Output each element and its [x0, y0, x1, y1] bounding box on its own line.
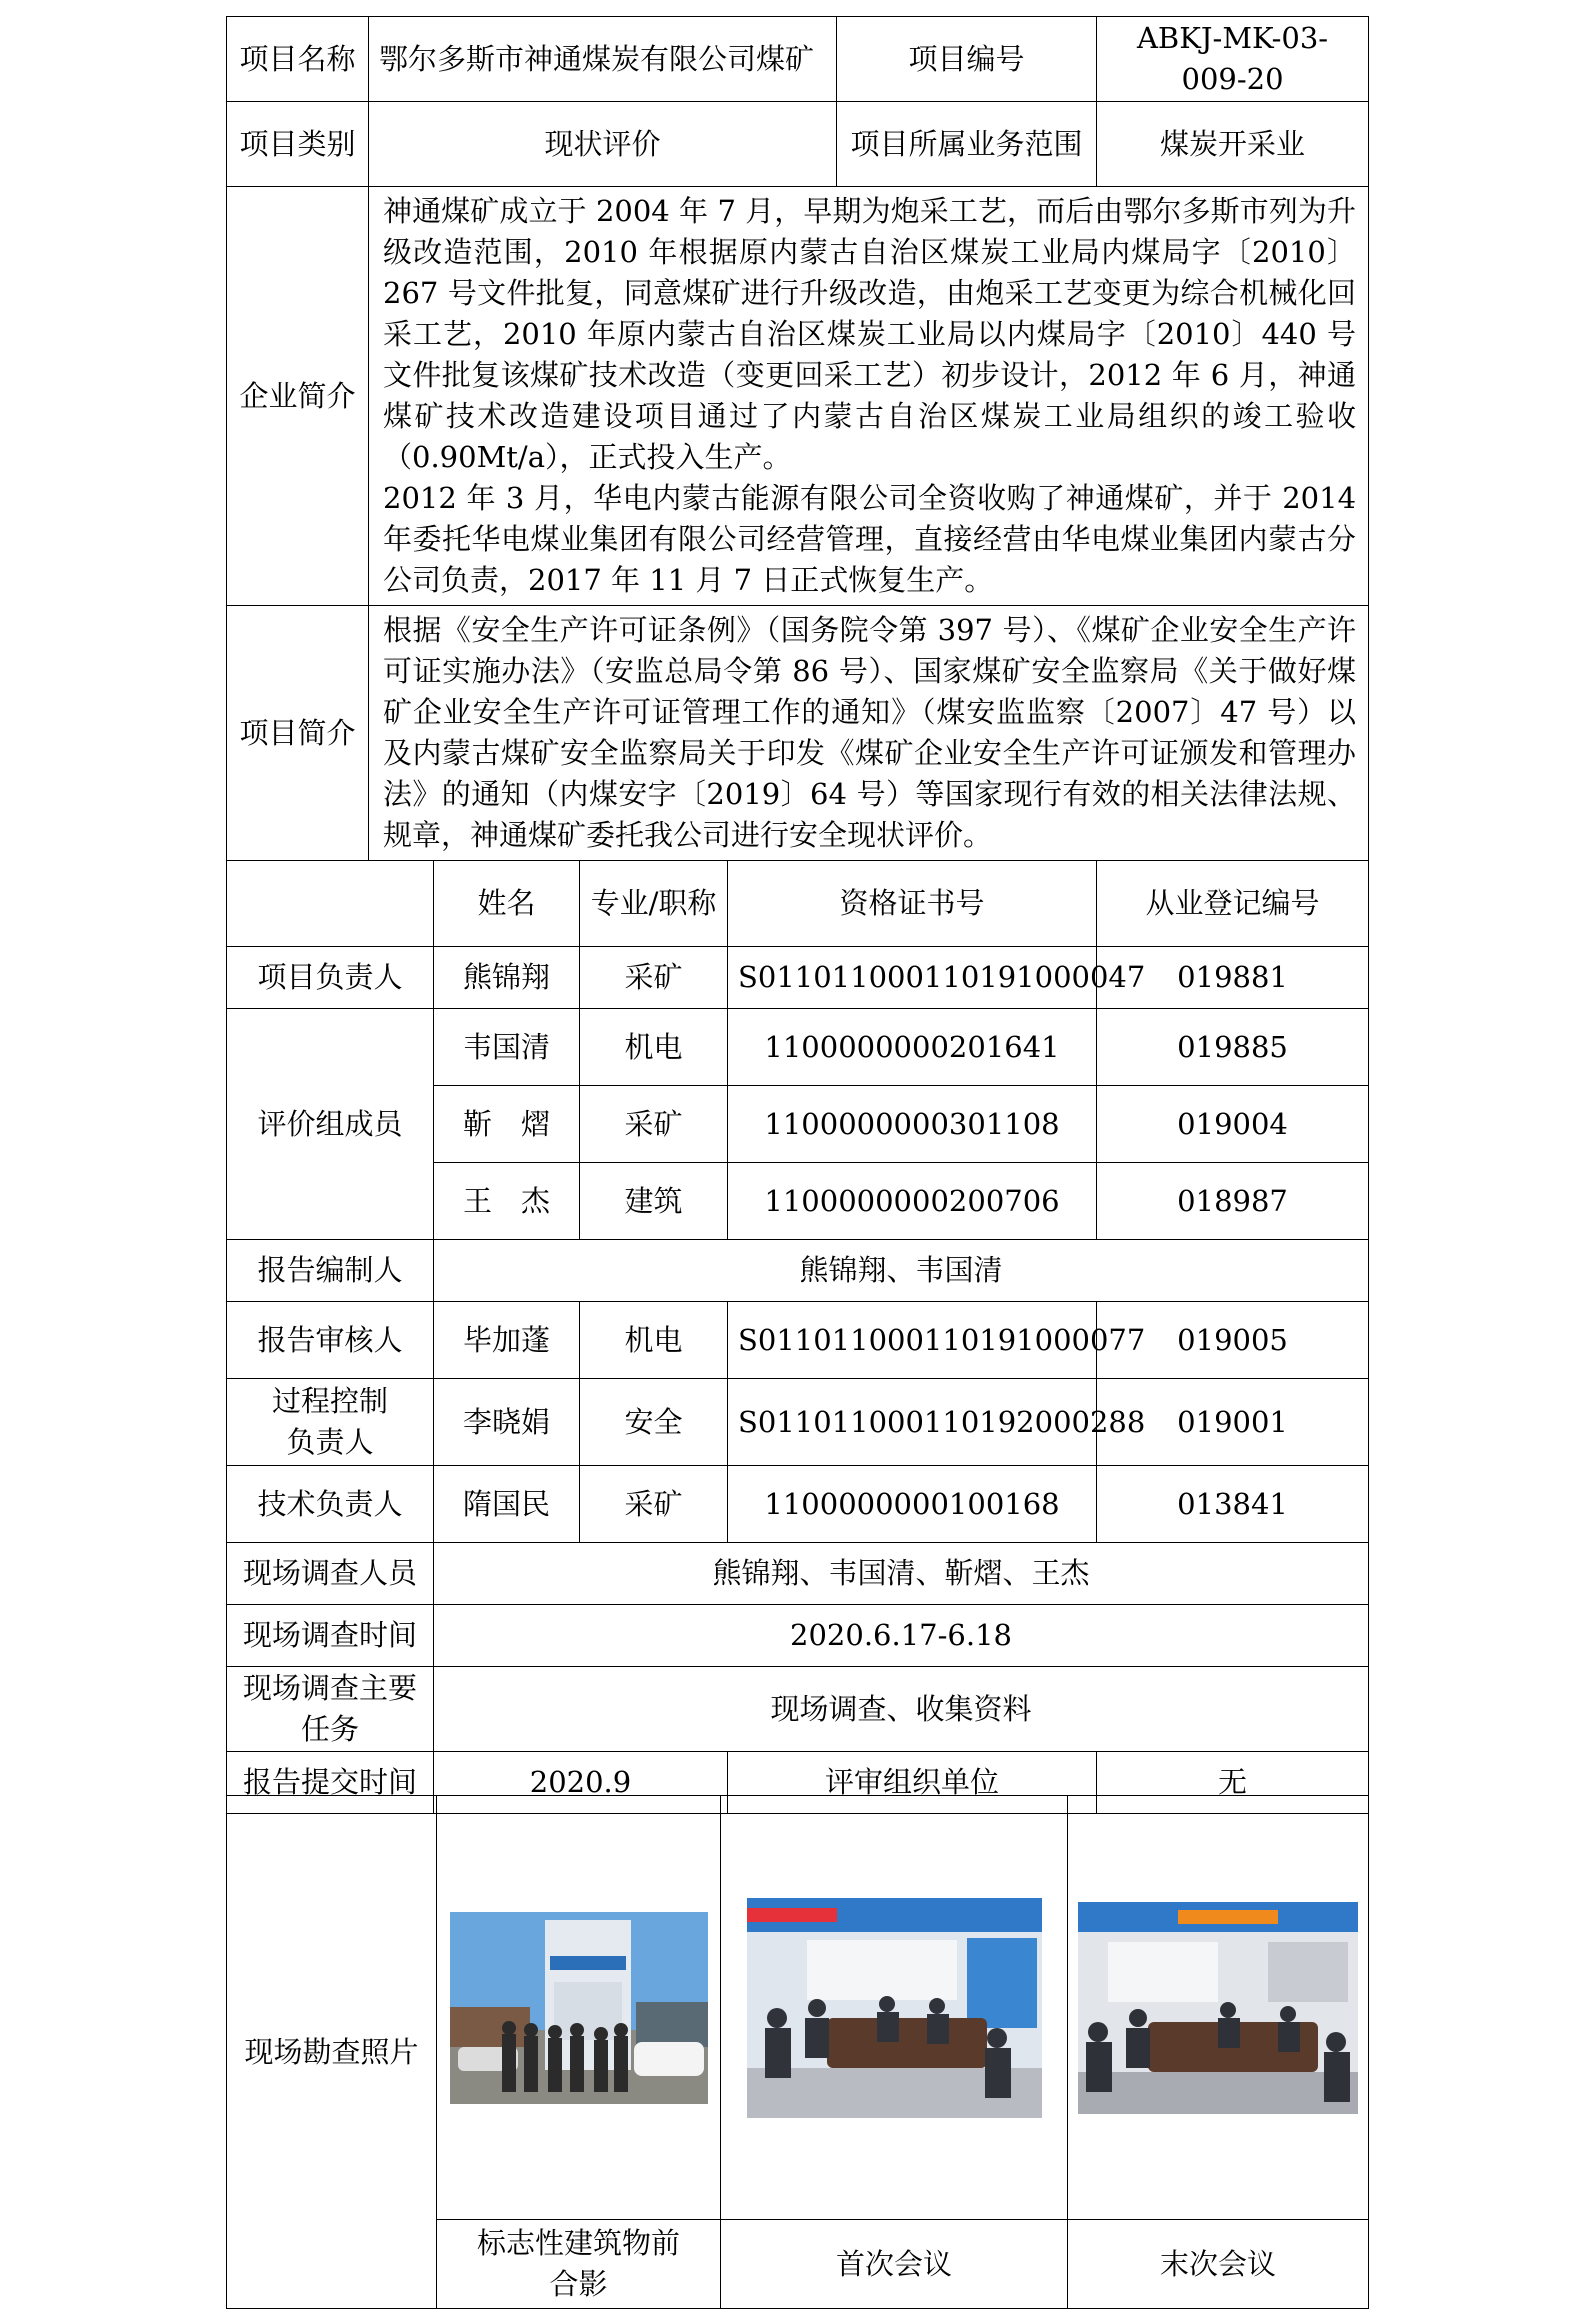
project-no-label: 项目编号 — [837, 17, 1097, 102]
leader-cert: S011011000110191000047 — [728, 947, 1097, 1009]
row-compiler — [227, 1240, 1369, 1302]
submit-value: 2020.9 — [434, 1752, 728, 1814]
tech-lead-name: 隋国民 — [434, 1466, 580, 1543]
member-reg: 018987 — [1097, 1163, 1369, 1240]
photo-cell-first-meeting — [721, 1796, 1068, 2220]
member-major: 建筑 — [580, 1163, 728, 1240]
survey-staff-label: 现场调查人员 — [227, 1543, 434, 1605]
caption-final-meeting: 末次会议 — [1068, 2220, 1369, 2309]
row-survey-task — [227, 1667, 1369, 1752]
header-reg: 从业登记编号 — [1097, 861, 1369, 947]
project-type: 现状评价 — [369, 102, 837, 187]
survey-time-value: 2020.6.17-6.18 — [434, 1605, 1369, 1667]
project-intro-label: 项目简介 — [227, 606, 369, 861]
project-no: ABKJ-MK-03-009-20 — [1097, 17, 1369, 102]
leader-name: 熊锦翔 — [434, 947, 580, 1009]
process-ctrl-cert: S011011000110192000288 — [728, 1379, 1097, 1466]
row-project-leader — [227, 947, 1369, 1009]
reviewer-role: 报告审核人 — [227, 1302, 434, 1379]
business-scope-label: 项目所属业务范围 — [837, 102, 1097, 187]
header-major: 专业/职称 — [580, 861, 728, 947]
project-info-table — [226, 16, 1369, 1814]
review-org-value: 无 — [1097, 1752, 1369, 1814]
row-project-type — [227, 102, 1369, 187]
compiler-role: 报告编制人 — [227, 1240, 434, 1302]
header-name: 姓名 — [434, 861, 580, 947]
survey-task-value: 现场调查、收集资料 — [434, 1667, 1369, 1752]
company-intro-label: 企业简介 — [227, 187, 369, 606]
header-cert: 资格证书号 — [728, 861, 1097, 947]
member-major: 采矿 — [580, 1086, 728, 1163]
tech-lead-major: 采矿 — [580, 1466, 728, 1543]
company-intro-paragraph-1: 神通煤矿成立于 2004 年 7 月，早期为炮采工艺，而后由鄂尔多斯市列为升级改造范围，2010 年根据原内蒙古自治区煤炭工业局内煤局字〔2010〕267 号文件批复，同意煤矿进行升级改造，由炮采工艺变更为综合机械化回采工艺，2010 年原内蒙古自治区煤炭工业局以内煤局字〔2010〕440 号文件批复该煤矿技术改造（变更回采工艺）初步设计，2012 年 6 月，神通煤矿技术改造建设项目通过了内蒙古自治区煤炭工业局组织的竣工验收（0.90Mt/a），正式投入生产。 — [383, 194, 1357, 474]
member-cert: 1100000000301108 — [728, 1086, 1097, 1163]
tech-lead-cert: 1100000000100168 — [728, 1466, 1097, 1543]
project-name: 鄂尔多斯市神通煤炭有限公司煤矿 — [369, 17, 837, 102]
compiler-value: 熊锦翔、韦国清 — [434, 1240, 1369, 1302]
review-org-label: 评审组织单位 — [728, 1752, 1097, 1814]
staff-header-blank — [227, 861, 434, 947]
tech-lead-reg: 013841 — [1097, 1466, 1369, 1543]
photo-cell-building — [437, 1796, 721, 2220]
member-reg: 019885 — [1097, 1009, 1369, 1086]
row-project-name — [227, 17, 1369, 102]
process-ctrl-role: 过程控制负责人 — [227, 1379, 434, 1466]
photo-table — [226, 1795, 1369, 2309]
reviewer-cert: S011011000110191000077 — [728, 1302, 1097, 1379]
row-project-intro — [227, 606, 1369, 861]
member-cert: 1100000000201641 — [728, 1009, 1097, 1086]
business-scope: 煤炭开采业 — [1097, 102, 1369, 187]
project-intro: 根据《安全生产许可证条例》（国务院令第 397 号）、《煤矿企业安全生产许可证实施办法》（安监总局令第 86 号）、国家煤矿安全监察局《关于做好煤矿企业安全生产许可证管理工作的通知》（煤安监监察〔2007〕47 号）以及内蒙古煤矿安全监察局关于印发《煤矿企业安全生产许可证颁发和管理办法》的通知（内煤安字〔2019〕64 号）等国家现行有效的相关法律法规、规章，神通煤矿委托我公司进行安全现状评价。 — [369, 606, 1369, 861]
row-tech-lead — [227, 1466, 1369, 1543]
survey-time-label: 现场调查时间 — [227, 1605, 434, 1667]
leader-reg: 019881 — [1097, 947, 1369, 1009]
reviewer-reg: 019005 — [1097, 1302, 1369, 1379]
row-survey-staff — [227, 1543, 1369, 1605]
caption-building: 标志性建筑物前合影 — [437, 2220, 721, 2309]
caption-first-meeting: 首次会议 — [721, 2220, 1068, 2309]
survey-staff-value: 熊锦翔、韦国清、靳熠、王杰 — [434, 1543, 1369, 1605]
survey-task-label: 现场调查主要任务 — [227, 1667, 434, 1752]
member-cert: 1100000000200706 — [728, 1163, 1097, 1240]
row-reviewer — [227, 1302, 1369, 1379]
project-name-label: 项目名称 — [227, 17, 369, 102]
member-name: 韦国清 — [434, 1009, 580, 1086]
members-role: 评价组成员 — [227, 1009, 434, 1240]
process-ctrl-reg: 019001 — [1097, 1379, 1369, 1466]
submit-label: 报告提交时间 — [227, 1752, 434, 1814]
member-name: 靳 熠 — [434, 1086, 580, 1163]
photos-label: 现场勘查照片 — [227, 1796, 437, 2309]
process-ctrl-name: 李晓娟 — [434, 1379, 580, 1466]
reviewer-name: 毕加蓬 — [434, 1302, 580, 1379]
row-survey-time — [227, 1605, 1369, 1667]
leader-major: 采矿 — [580, 947, 728, 1009]
row-staff-header — [227, 861, 1369, 947]
final-meeting-photo — [1078, 1902, 1358, 2114]
leader-role: 项目负责人 — [227, 947, 434, 1009]
row-member-1 — [227, 1009, 1369, 1086]
group-photo-building — [450, 1912, 708, 2104]
process-ctrl-major: 安全 — [580, 1379, 728, 1466]
row-company-intro — [227, 187, 1369, 606]
company-intro — [369, 187, 1369, 606]
member-major: 机电 — [580, 1009, 728, 1086]
reviewer-major: 机电 — [580, 1302, 728, 1379]
row-process-control — [227, 1379, 1369, 1466]
member-reg: 019004 — [1097, 1086, 1369, 1163]
photo-cell-final-meeting — [1068, 1796, 1369, 2220]
row-photos — [227, 1796, 1369, 2220]
member-name: 王 杰 — [434, 1163, 580, 1240]
first-meeting-photo — [747, 1898, 1042, 2118]
tech-lead-role: 技术负责人 — [227, 1466, 434, 1543]
project-type-label: 项目类别 — [227, 102, 369, 187]
company-intro-paragraph-2: 2012 年 3 月，华电内蒙古能源有限公司全资收购了神通煤矿，并于 2014 年委托华电煤业集团有限公司经营管理，直接经营由华电煤业集团内蒙古分公司负责，2017 年 11 月 7 日正式恢复生产。 — [383, 481, 1357, 597]
